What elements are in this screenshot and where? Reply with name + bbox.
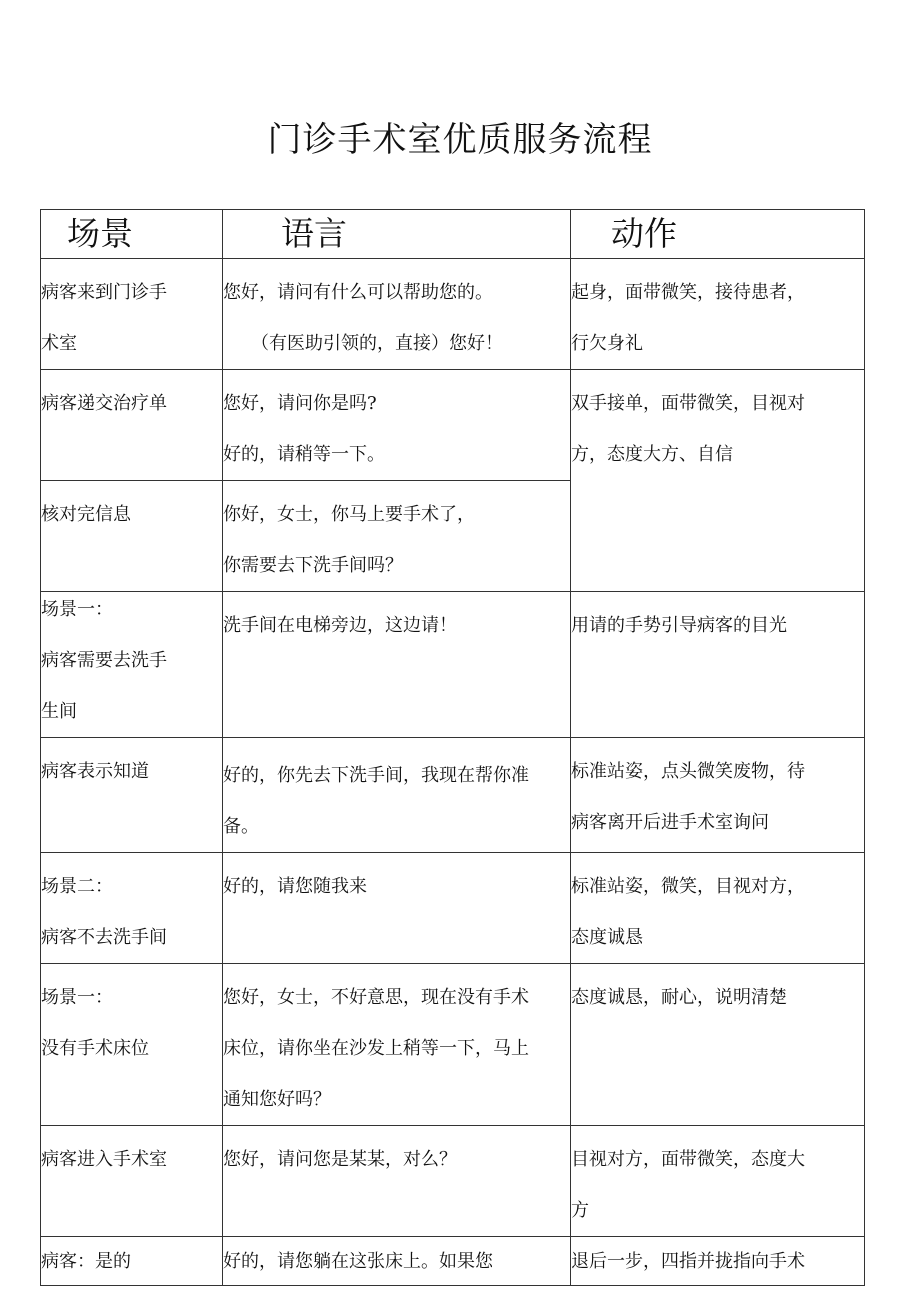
language-cell: [223, 370, 571, 481]
table-row: [41, 1237, 865, 1286]
action-text: 态度诚恳，耐心，说明清楚: [571, 987, 787, 1008]
header-scene: 场景: [41, 210, 223, 259]
scene-cell: [41, 1126, 223, 1237]
table-row: [41, 738, 865, 853]
action-cell: [571, 853, 865, 964]
language-text: 床位，请你坐在沙发上稍等一下，马上: [223, 1038, 529, 1059]
language-text: 您好，请问你是吗?: [223, 393, 377, 414]
table-row: [41, 259, 865, 370]
action-cell: [571, 592, 865, 738]
language-text: 通知您好吗？: [223, 1089, 331, 1110]
language-text: 你好，女士，你马上要手术了，: [223, 504, 475, 525]
action-cell: [571, 738, 865, 853]
action-cell: [571, 370, 865, 592]
action-cell: [571, 1237, 865, 1286]
scene-cell: [41, 370, 223, 481]
scene-cell: [41, 259, 223, 370]
table-row: [41, 1126, 865, 1237]
language-cell: [223, 1237, 571, 1286]
language-cell: [223, 259, 571, 370]
scene-cell: [41, 853, 223, 964]
scene-text: 病客需要去洗手: [41, 650, 167, 671]
language-text: 好的，你先去下洗手间，我现在帮你准: [223, 765, 529, 786]
scene-text: 场景二：: [41, 876, 113, 897]
language-text: （有医助引领的，直接）您好！: [251, 333, 503, 354]
language-text: 您好，请问您是某某，对么？: [223, 1149, 457, 1170]
scene-cell: [41, 481, 223, 592]
table-row: [41, 853, 865, 964]
scene-text: 病客递交治疗单: [41, 393, 167, 414]
language-cell: [223, 592, 571, 738]
header-action: 动作: [571, 210, 865, 259]
language-cell: [223, 964, 571, 1126]
table-header-row: [41, 210, 865, 259]
action-cell: [571, 1126, 865, 1237]
service-flow-table: [40, 209, 865, 1286]
action-text: 标准站姿，微笑，目视对方，: [571, 876, 805, 897]
language-text: 好的，请您躺在这张床上。如果您: [223, 1251, 493, 1272]
action-text: 态度诚恳: [571, 927, 643, 948]
language-cell: [223, 738, 571, 853]
action-text: 方: [571, 1200, 589, 1221]
scene-text: 病客表示知道: [41, 761, 149, 782]
header-language: 语言: [223, 210, 571, 259]
action-text: 标准站姿，点头微笑废物，待: [571, 761, 805, 782]
action-text: 用请的手势引导病客的目光: [571, 615, 787, 636]
scene-text: 病客：是的: [41, 1251, 131, 1272]
language-cell: [223, 481, 571, 592]
scene-text: 没有手术床位: [41, 1038, 149, 1059]
scene-text: 病客不去洗手间: [41, 927, 167, 948]
action-cell: [571, 964, 865, 1126]
action-text: 方，态度大方、自信: [571, 444, 733, 465]
scene-cell: [41, 1237, 223, 1286]
language-text: 你需要去下洗手间吗？: [223, 555, 403, 576]
scene-cell: [41, 592, 223, 738]
scene-text: 病客来到门诊手: [41, 282, 167, 303]
action-text: 病客离开后进手术室询问: [571, 812, 769, 833]
language-text: 好的，请您随我来: [223, 876, 367, 897]
scene-cell: [41, 738, 223, 853]
language-text: 好的，请稍等一下。: [223, 444, 385, 465]
action-text: 行欠身礼: [571, 333, 643, 354]
language-text: 您好，女士，不好意思，现在没有手术: [223, 987, 529, 1008]
scene-cell: [41, 964, 223, 1126]
action-text: 目视对方，面带微笑，态度大: [571, 1149, 805, 1170]
scene-text: 场景一：: [41, 987, 113, 1008]
table-row: [41, 592, 865, 738]
scene-text: 术室: [41, 333, 77, 354]
language-text: 备。: [223, 816, 259, 837]
table-row: [41, 370, 865, 481]
action-cell: [571, 259, 865, 370]
scene-text: 病客进入手术室: [41, 1149, 167, 1170]
action-text: 退后一步，四指并拢指向手术: [571, 1251, 805, 1272]
scene-text: 场景一：: [41, 599, 113, 620]
scene-text: 生间: [41, 701, 77, 722]
language-text: 您好，请问有什么可以帮助您的。: [223, 282, 493, 303]
table-row: [41, 964, 865, 1126]
language-text: 洗手间在电梯旁边，这边请！: [223, 615, 457, 636]
page-title: 门诊手术室优质服务流程: [267, 120, 653, 160]
language-cell: [223, 853, 571, 964]
scene-text: 核对完信息: [41, 504, 131, 525]
action-text: 双手接单，面带微笑，目视对: [571, 393, 805, 414]
language-cell: [223, 1126, 571, 1237]
action-text: 起身，面带微笑，接待患者，: [571, 282, 805, 303]
